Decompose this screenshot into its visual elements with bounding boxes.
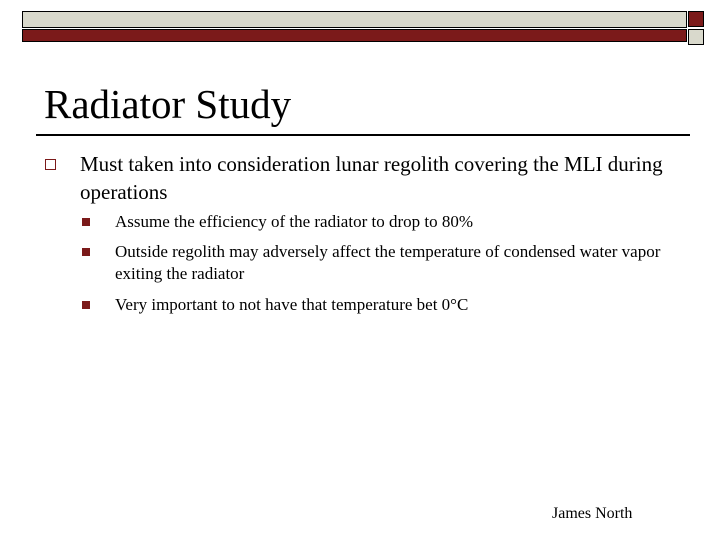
corner-square-dark	[688, 11, 704, 27]
main-bullet-text: Must taken into consideration lunar regolith covering the MLI during operations	[80, 152, 663, 204]
square-bullet-icon	[82, 248, 90, 256]
corner-square-light	[688, 29, 704, 45]
footer-author: James North	[552, 505, 633, 522]
header-banner-dark	[22, 29, 687, 42]
slide-title: Radiator Study	[44, 81, 292, 127]
square-bullet-icon	[82, 218, 90, 226]
square-bullet-icon	[82, 301, 90, 309]
sub-bullet-2: Outside regolith may adversely affect the temperature of condensed water vapor exiting the radiator	[115, 242, 661, 283]
title-divider	[36, 134, 690, 136]
sub-bullet-1: Assume the efficiency of the radiator to drop to 80%	[115, 212, 473, 231]
header-banner-light	[22, 11, 687, 28]
hollow-square-bullet-icon	[45, 159, 56, 170]
sub-bullet-3: Very important to not have that temperature bet 0°C	[115, 295, 469, 314]
